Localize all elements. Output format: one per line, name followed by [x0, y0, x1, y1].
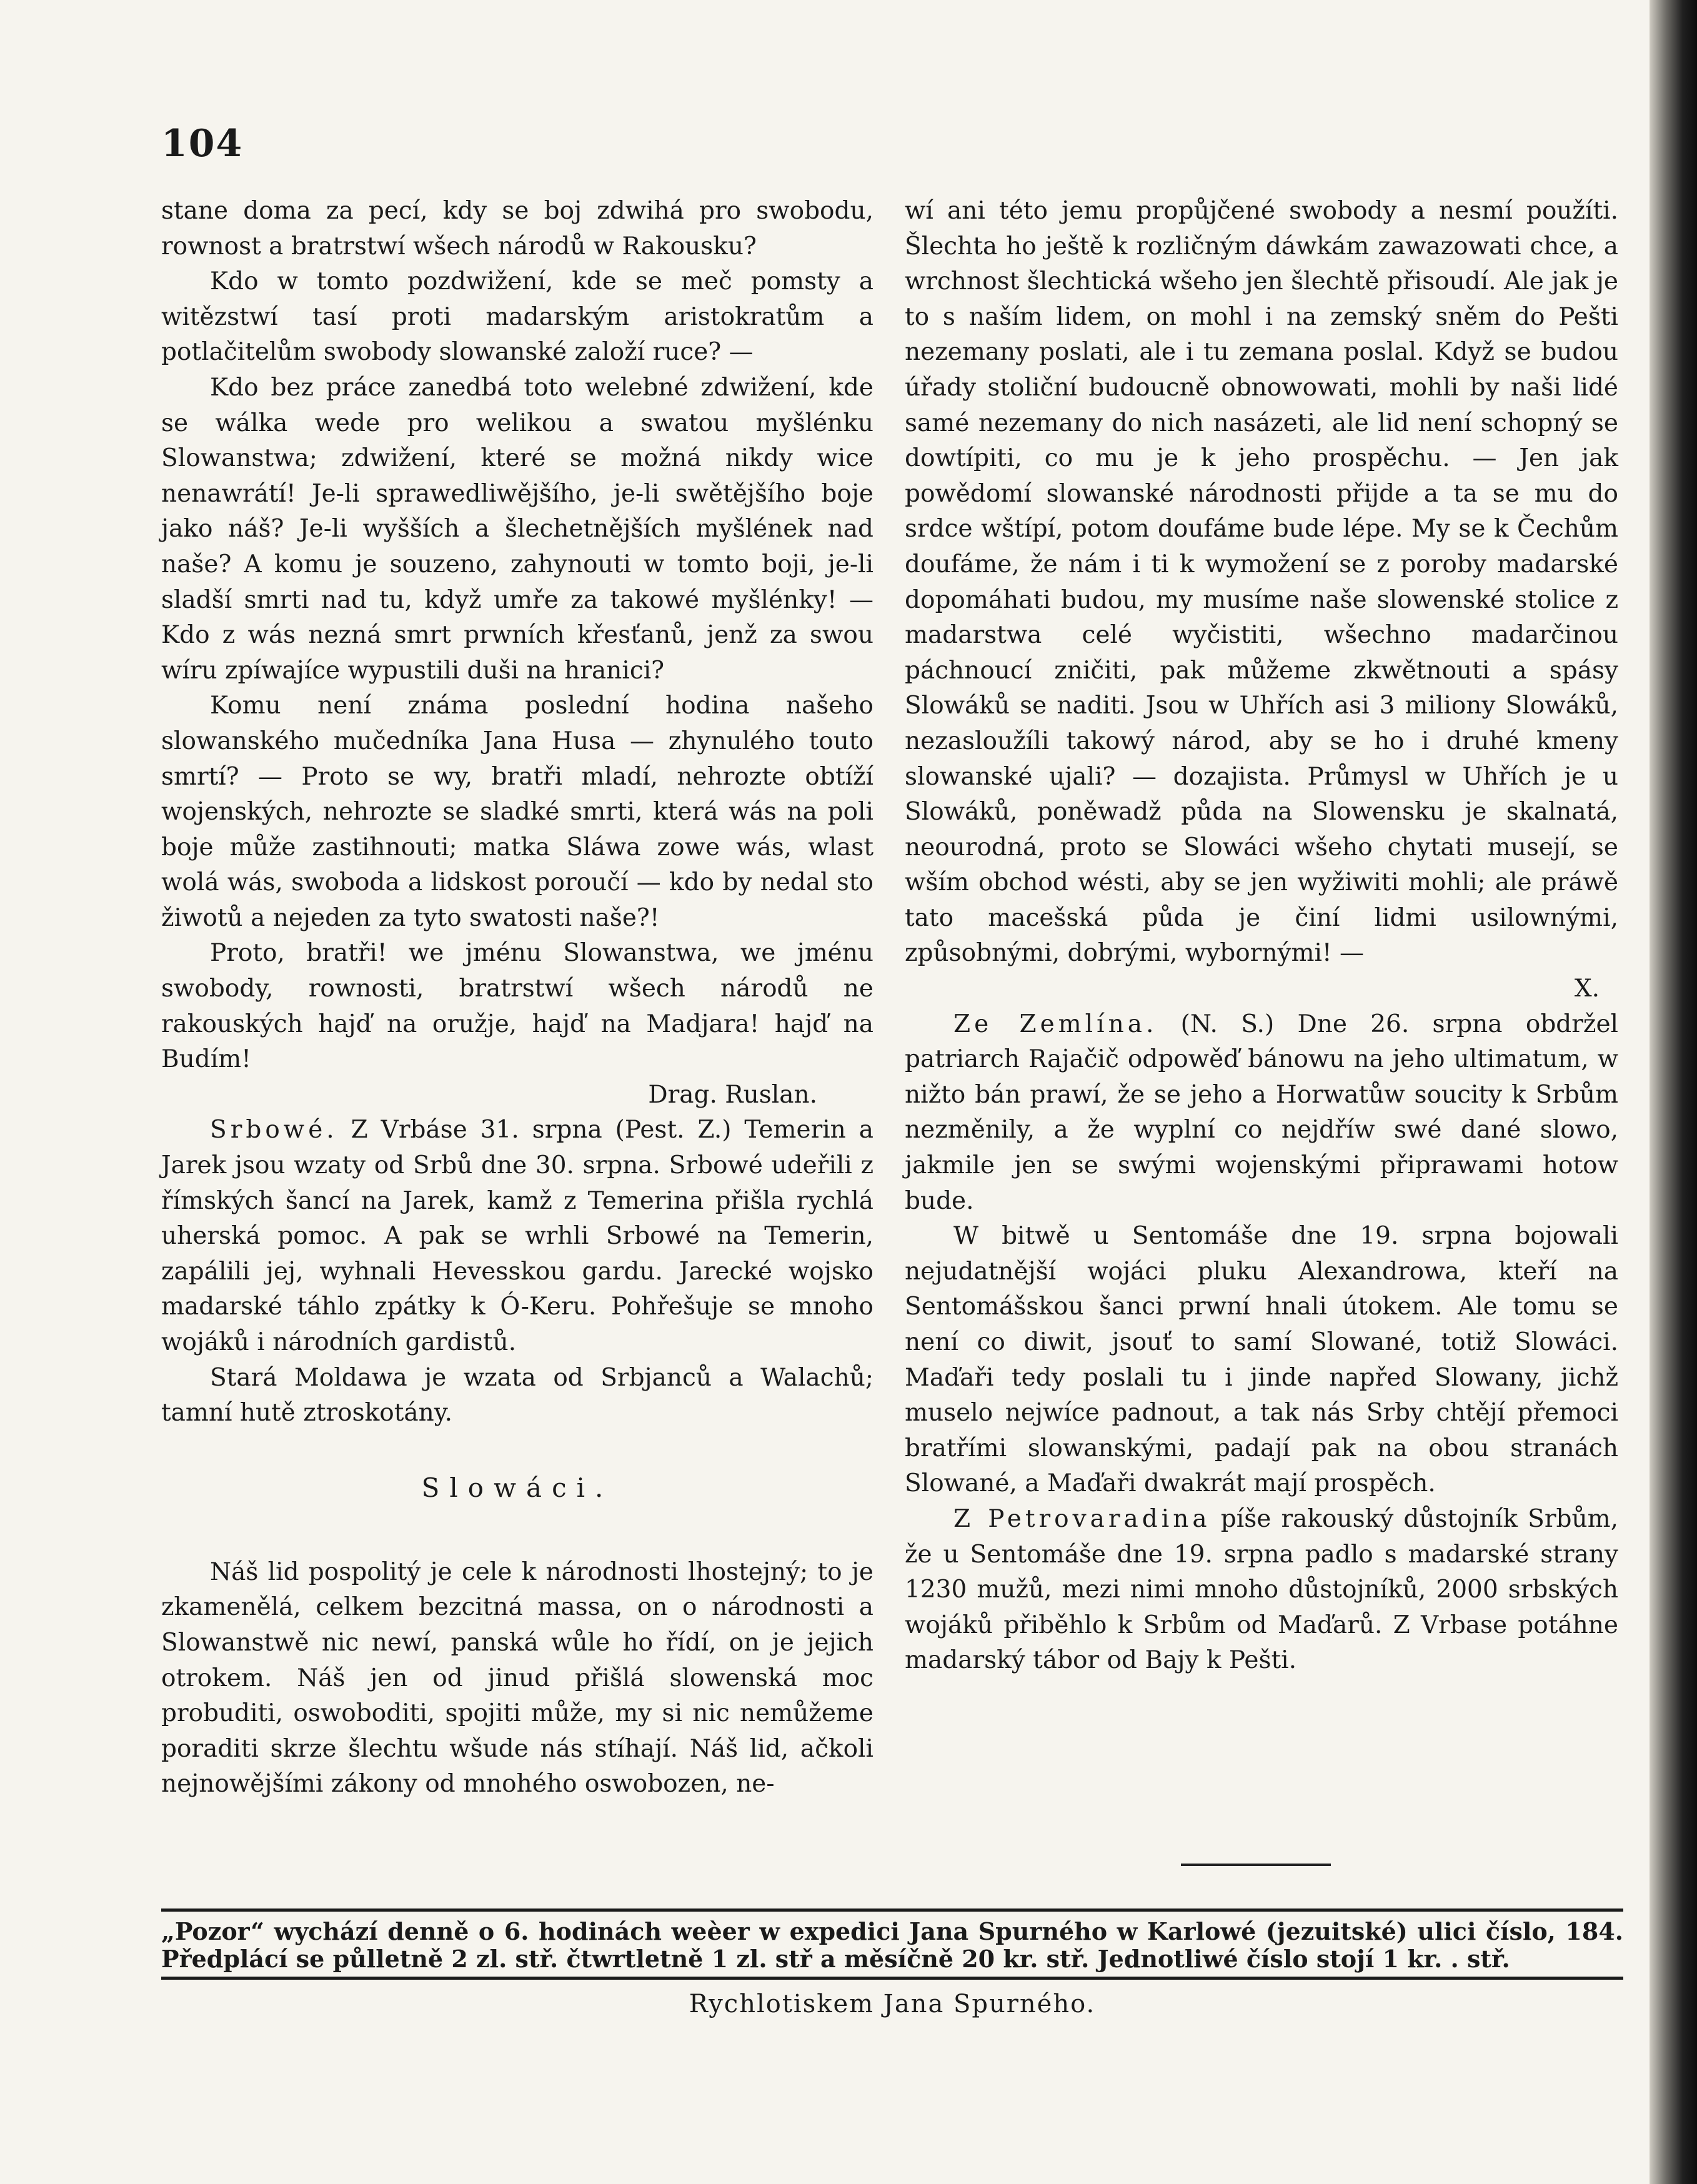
petrovaradin-lead: Z Petrovaradina — [953, 1504, 1211, 1533]
petrovaradin-text: píše rakouský důstojník Srbům, že u Sentomáše dne 19. srpna padlo s madarské strany 1230 mužů, mezi nimi mnoho důstojníků, 2000 srbských wojáků přiběhlo k Srbům od Maďarů. Z Vrbase potáhne madarský tábor od Bajy k Pešti. — [905, 1504, 1618, 1675]
footer-top-rule — [161, 1909, 1623, 1912]
signature-ruslan: Drag. Ruslan. — [648, 1080, 817, 1109]
signature-x: X. — [1574, 975, 1600, 1003]
left-paragraph-1: stane doma za pecí, kdy se boj zdwihá pro swobodu, rownost a bratrstwí wšech národů w Rakousku? — [161, 197, 873, 261]
srbove-text: Z Vrbáse 31. srpna (Pest. Z.) Temerin a Jarek jsou wzaty od Srbů dne 30. srpna. Srbowé udeřili z římských šancí na Jarek, kamž z Temerina přišla rychlá uherská pomoc. A pak se wrhli Srbowé na Temerin, zapálili jej, wyhnali Hevesskou gardu. Jarecké wojsko madarské táhlo zpátky k Ó-Keru. Pohřešuje se mnoho wojáků i národních gardistů. — [161, 1116, 873, 1356]
page-number: 104 — [161, 122, 244, 166]
publication-notice: „Pozor“ wychází denně o 6. hodinách weèer w expedici Jana Spurného w Karlowé (jezuitské) ulici číslo, 184. Předplácí se půlletně 2 zl. stř. čtwrtletně 1 zl. stř a měsíčně 20 kr. stř. Jednotliwé číslo stojí 1 kr. . stř. — [161, 1917, 1623, 1973]
left-paragraph-2: Kdo w tomto pozdwižení, kde se meč pomsty a witězstwí tasí proti madarským aristokratům a potlačitelům swobody slowanské založí ruce? — — [161, 267, 873, 367]
footer-bottom-rule — [161, 1977, 1623, 1980]
moldava-report: Stará Moldawa je wzata od Srbjanců a Walachů; tamní hutě ztroskotány. — [161, 1363, 873, 1427]
book-spine-shadow — [1650, 0, 1697, 2184]
zemlin-lead: Ze Zemlína. — [953, 1010, 1158, 1038]
printer-imprint: Rychlotiskem Jana Spurného. — [689, 1990, 1096, 2018]
left-paragraph-4: Komu není známa poslední hodina našeho slowanského mučedníka Jana Husa — zhynulého touto smrtí? — Proto se wy, bratři mladí, nehrozte obtíží wojenských, nehrozte se sladké smrti, která wás na poli boje může zastihnouti; matka Sláwa zowe wás, wlast wolá wás, swoboda a lidskost poroučí — kdo by nedal sto žiwotů a nejeden za tyto swatosti naše?! — [161, 692, 873, 932]
srbove-report — [161, 1113, 873, 1360]
right-column — [905, 194, 1618, 1679]
left-paragraph-3: Kdo bez práce zanedbá toto welebné zdwižení, kde se wálka wede pro welikou a swatou myšlénku Slowanstwa; zdwižení, které se možná nikdy wice nenawrátí! Je-li sprawedliwějšího, je-li swětějšího boje jako náš? Je-li wyšších a šlechetnějších myšlének nad naše? A komu je souzeno, zahynouti w tomto boji, je-li sladší smrti nad tu, když umře za takowé myšlénky! — Kdo z wás nezná smrt prwních křesťanů, jenž za swou wíru zpíwajíce wypustili duši na hranici? — [161, 373, 873, 685]
zemlin-text: (N. S.) Dne 26. srpna obdržel patriarch Rajačič odpowěď bánowu na jeho ultimatum, w nižto bán prawí, že se jeho a Horwatůw soucity k Srbům nezměnily, a že wyplní co nejdříw swé dané slowo, jakmile jen se swými wojenskými připrawami hotow bude. — [905, 1010, 1618, 1215]
section-heading-slowaci: Slowáci. — [421, 1472, 614, 1503]
right-paragraph-1: wí ani této jemu propůjčené swobody a nesmí použíti. Šlechta ho ještě k rozličným dáwkám zawazowati chce, a wrchnost šlechtická wšeho jen šlechtě přisoudí. Ale jak je to s naším lidem, on mohl i na zemský sněm do Pešti nezemany poslati, ale i tu zemana poslal. Když se budou úřady stoliční budoucně obnowowati, mohli by naši lidé samé nezemany do nich nasázeti, ale lid není schopný se dowtípiti, co mu je k jeho prospěchu. — Jen jak powědomí slowanské národnosti přijde a ta se mu do srdce wštípí, potom doufáme bude lépe. My se k Čechům doufáme, že nám i ti k wymožení se z poroby madarské dopomáhati budou, my musíme naše slowenské stolice z madarstwa celé wyčistiti, wšechno madarčinou páchnoucí zničiti, pak můžeme zkwětnouti a spásy Slowáků se naditi. Jsou w Uhřích asi 3 miliony Slowáků, nezasloužíli takowý národ, aby se ho i druhé kmeny slowanské ujali? — dozajista. Průmysl w Uhřích je u Slowáků, poněwadž půda na Slowensku je skalnatá, neourodná, proto se Slowáci wšeho chytati musejí, se wším obchod wésti, aby se jen wyžiwiti mohli; ale práwě tato macešská půda je činí lidmi usilownými, způsobnými, dobrými, wybornými! — — [905, 197, 1618, 968]
left-column — [161, 194, 873, 1802]
slowaci-paragraph: Náš lid pospolitý je cele k národnosti lhostejný; to je zkamenělá, celkem bezcitná massa, on o národnosti a Slowanstwě nic newí, panská wůle ho řídí, on je jejich otrokem. Náš jen od jinud přišlá slowenská moc probuditi, oswoboditi, spojiti může, my si nic nemůžeme poraditi skrze šlechtu wšude nás stíhají. Náš lid, ačkoli nejnowějšími zákony od mnohého oswobozen, ne- — [161, 1557, 873, 1799]
end-of-article-rule — [1181, 1864, 1331, 1866]
sentomas-report: W bitwě u Sentomáše dne 19. srpna bojowali nejudatnější wojáci pluku Alexandrowa, kteří na Sentomášskou šanci prwní hnali útokem. Ale tomu se není co diwit, jsouť to samí Slowané, totiž Slowáci. Maďaři tedy poslali tu i jinde napřed Slowany, jichž muselo nejwíce padnout, a tak nás Srby chtějí přemoci bratřími slowanskými, padají pak na obou stranách Slowané, a Maďaři dwakrát mají prospěch. — [905, 1222, 1618, 1498]
srbove-lead: Srbowé. — [210, 1116, 338, 1144]
petrovaradin-report — [905, 1502, 1618, 1679]
left-paragraph-5: Proto, bratři! we jménu Slowanstwa, we jménu swobody, rownosti, bratrstwí wšech národů ne rakouských hajď na oružje, hajď na Madjara! hajď na Budím! — [161, 939, 873, 1074]
zemlin-report — [905, 1007, 1618, 1219]
